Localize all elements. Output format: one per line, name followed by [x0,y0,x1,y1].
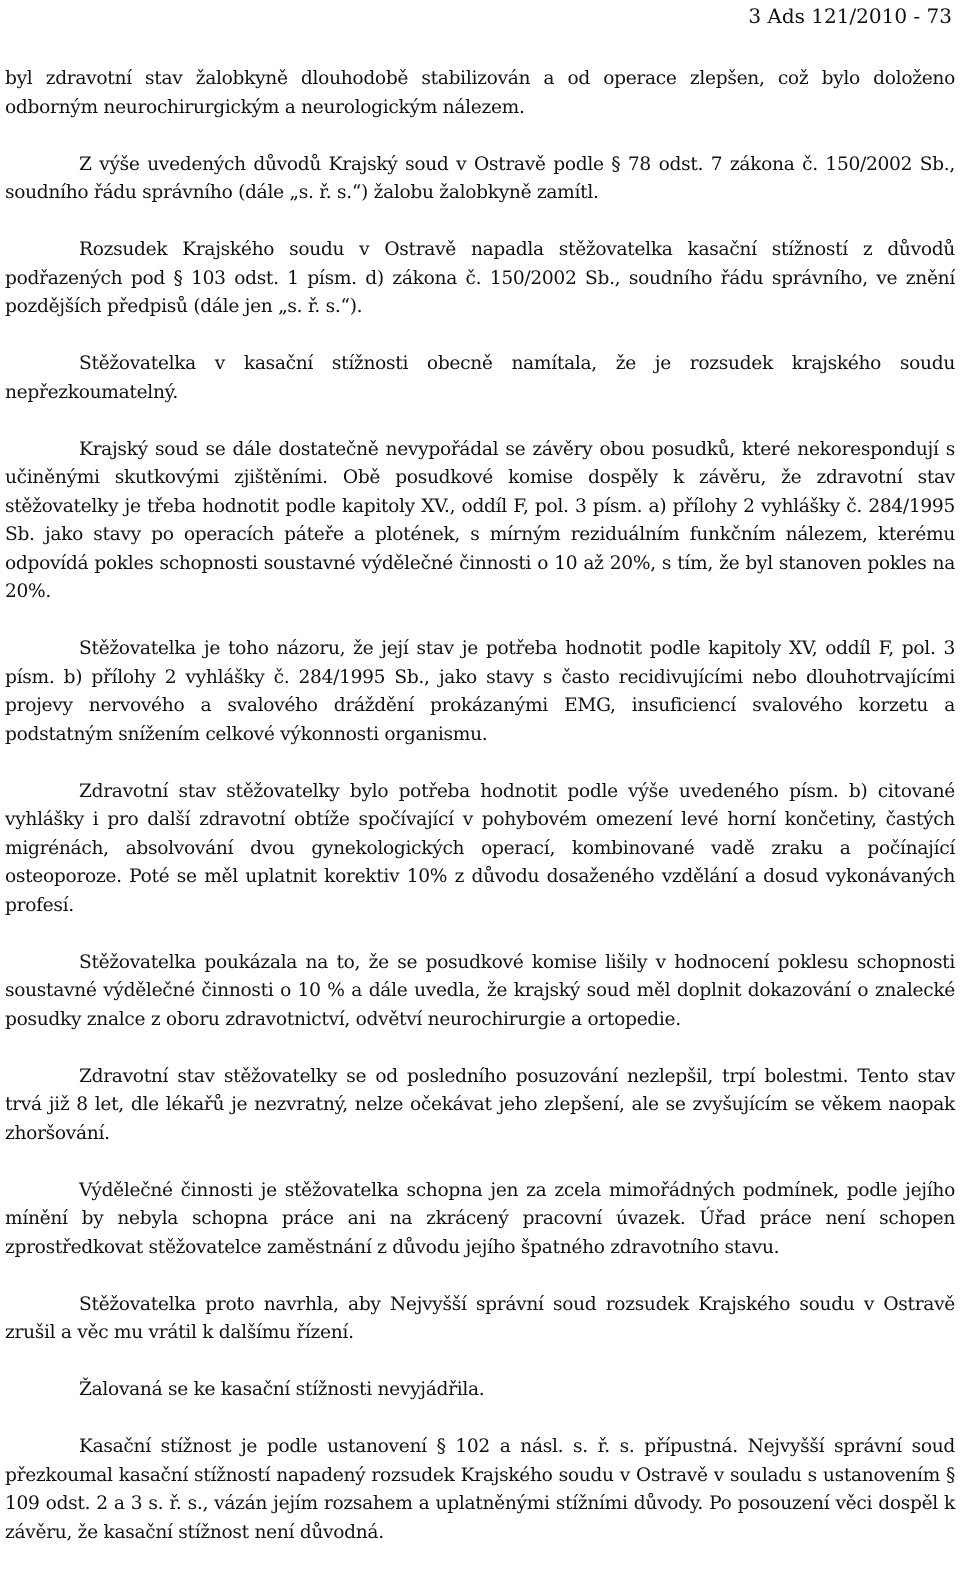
paragraph-work-capacity: Výdělečné činnosti je stěžovatelka schopna jen za zcela mimořádných podmínek, podle jejího mínění by nebyla schopna práce ani na zkrácený pracovní úvazek. Úřad práce není schopen zprostředkovat stěžovatelce zaměstnání z důvodu jejího špatného zdravotního stavu. [5,1179,955,1258]
paragraph-defendant-no-response: Žalovaná se ke kasační stížnosti nevyjádřila. [79,1379,485,1400]
paragraph-unreviewability-objection: Stěžovatelka v kasační stížnosti obecně namítala, že je rozsudek krajského soudu nepřezkoumatelný. [5,353,955,403]
paragraph-regional-court-dismissal: Z výše uvedených důvodů Krajský soud v Ostravě podle § 78 odst. 7 zákona č. 150/2002 Sb., soudního řádu správního (dále „s. ř. s.“) žalobu žalobkyně zamítl. [5,153,955,203]
paragraph-continuation: byl zdravotní stav žalobkyně dlouhodobě stabilizován a od operace zlepšen, což bylo doloženo odborným neurochirurgickým a neurologickým nálezem. [5,68,955,118]
paragraph-health-assessment: Zdravotní stav stěžovatelky bylo potřeba hodnotit podle výše uvedeného písm. b) citované vyhlášky i pro další zdravotní obtíže spočívající v pohybovém omezení levé horní končetiny, častých migrénách, absolvování dvou gynekologických operací, kombinované vadě zraku a počínající osteoporoze. Poté se měl uplatnit korektiv 10% z důvodu dosaženého vzdělání a dosud vykonávaných profesí. [5,780,955,916]
paragraph-complainant-view: Stěžovatelka je toho názoru, že její stav je potřeba hodnotit podle kapitoly XV, oddíl F, pol. 3 písm. b) přílohy 2 vyhlášky č. 284/1995 Sb., jako stavy s často recidivujícími nebo dlouhotrvajícími projevy nervového a svalového dráždění prokázanými EMG, insuficiencí svalového korzetu a podstatným snížením celkové výkonnosti organismu. [5,638,955,745]
document-body [5,65,955,1576]
paragraph-proposal: Stěžovatelka proto navrhla, aby Nejvyšší správní soud rozsudek Krajského soudu v Ostravě zrušil a věc mu vrátil k dalšímu řízení. [5,1293,955,1343]
paragraph-health-not-improved: Zdravotní stav stěžovatelky se od posledního posuzování nezlepšil, trpí bolestmi. Tento stav trvá již 8 let, dle lékařů je nezvratný, nelze očekávat jeho zlepšení, ale se zvyšujícím se věkem naopak zhoršování. [5,1065,955,1144]
paragraph-commission-differences: Stěžovatelka poukázala na to, že se posudkové komise lišily v hodnocení poklesu schopnosti soustavné výdělečné činnosti o 10 % a dále uvedla, že krajský soud měl doplnit dokazování o znalecké posudky znalce z oboru zdravotnictví, odvětví neurochirurgie a ortopedie. [5,951,955,1030]
page-header-case-number: 3 Ads 121/2010 - 73 [748,4,952,28]
paragraph-cassation-appeal-filed: Rozsudek Krajského soudu v Ostravě napadla stěžovatelka kasační stížností z důvodů podřazených pod § 103 odst. 1 písm. d) zákona č. 150/2002 Sb., soudního řádu správního, ve znění pozdějších předpisů (dále jen „s. ř. s.“). [5,239,955,317]
paragraph-admissibility: Kasační stížnost je podle ustanovení § 102 a násl. s. ř. s. přípustná. Nejvyšší správní soud přezkoumal kasační stížností napadený rozsudek Krajského soudu v Ostravě v souladu s ustanovením § 109 odst. 2 a 3 s. ř. s., vázán jejím rozsahem a uplatněnými stížními důvody. Po posouzení věci dospěl k závěru, že kasační stížnost není důvodná. [5,1436,955,1543]
paragraph-expert-opinions: Krajský soud se dále dostatečně nevypořádal se závěry obou posudků, které nekorespondují s učiněnými skutkovými zjištěními. Obě posudkové komise dospěly k závěru, že zdravotní stav stěžovatelky je třeba hodnotit podle kapitoly XV., oddíl F, pol. 3 písm. a) přílohy 2 vyhlášky č. 284/1995 Sb. jako stavy po operacích páteře a plotének, s mírným reziduálním funkčním nálezem, kterému odpovídá pokles schopnosti soustavné výdělečné činnosti o 10 až 20%, s tím, že byl stanoven pokles na 20%. [5,438,955,602]
